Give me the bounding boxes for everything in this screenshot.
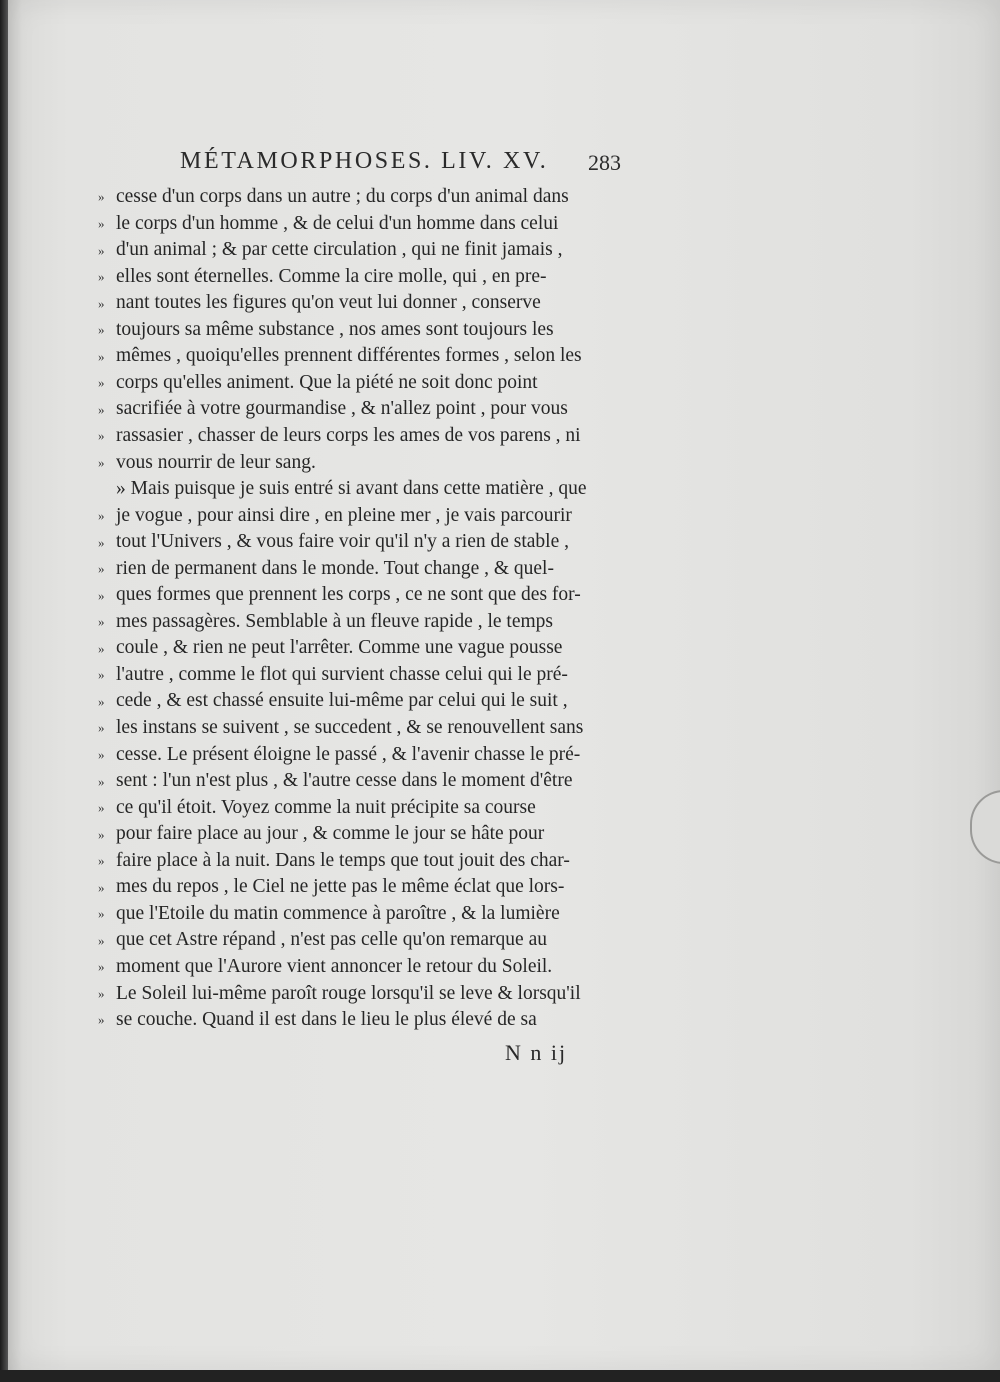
text-line: [92, 689, 568, 713]
text-line: [92, 663, 568, 687]
line-text: l'autre , comme le flot qui survient chasse celui qui le pré-: [116, 663, 568, 685]
text-line: [92, 397, 568, 421]
line-text: tout l'Univers , & vous faire voir qu'il n'y a rien de stable ,: [116, 531, 569, 553]
line-text: mes passagères. Semblable à un fleuve rapide , le temps: [116, 610, 553, 632]
line-text: mêmes , quoiqu'elles prennent différentes formes , selon les: [116, 345, 582, 367]
text-line: [92, 291, 541, 315]
line-text: mes du repos , le Ciel ne jette pas le même éclat que lors-: [116, 876, 565, 898]
line-text: se couche. Quand il est dans le lieu le plus élevé de sa: [116, 1009, 537, 1031]
text-line: [92, 769, 573, 793]
page-bottom-edge: [0, 1370, 1000, 1382]
text-line: [92, 477, 587, 501]
line-text: que l'Etoile du matin commence à paroître , & la lumière: [116, 902, 560, 924]
text-line: [92, 212, 558, 236]
text-line: [92, 318, 554, 342]
quote-mark: »: [98, 773, 105, 789]
quote-mark: »: [98, 534, 105, 550]
quote-mark: »: [98, 454, 105, 470]
quote-mark: »: [98, 720, 105, 736]
text-line: [92, 716, 583, 740]
line-text: Le Soleil lui-même paroît rouge lorsqu'il se leve & lorsqu'il: [116, 982, 581, 1004]
line-text: coule , & rien ne peut l'arrêter. Comme une vague pousse: [116, 637, 563, 659]
line-text: moment que l'Aurore vient annoncer le retour du Soleil.: [116, 955, 553, 977]
quote-mark: »: [98, 667, 105, 683]
line-text: d'un animal ; & par cette circulation , qui ne finit jamais ,: [116, 239, 563, 261]
quote-mark: »: [98, 746, 105, 762]
text-line: [92, 796, 536, 820]
text-line: [92, 371, 538, 395]
quote-mark: »: [98, 614, 105, 630]
text-line: [92, 530, 569, 554]
quote-mark: »: [98, 826, 105, 842]
text-line: [92, 238, 562, 262]
quote-mark: »: [98, 693, 105, 709]
signature-mark: N n ij: [505, 1040, 568, 1065]
quote-mark: »: [98, 959, 105, 975]
text-line: [92, 610, 553, 634]
quote-mark: »: [98, 375, 105, 391]
quote-mark: »: [98, 348, 105, 364]
text-line: [92, 743, 580, 767]
text-line: [92, 451, 316, 475]
text-line: [92, 849, 570, 873]
text-line: [92, 557, 554, 581]
text-line: [92, 955, 552, 979]
text-line: [92, 822, 544, 846]
line-text: vous nourrir de leur sang.: [116, 451, 316, 473]
quote-mark: »: [98, 295, 105, 311]
quote-mark: »: [98, 269, 105, 285]
line-text: je vogue , pour ainsi dire , en pleine mer , je vais parcourir: [116, 504, 572, 526]
line-text: cede , & est chassé ensuite lui-même par celui qui le suit ,: [116, 690, 568, 712]
line-text: rien de permanent dans le monde. Tout change , & quel-: [116, 557, 554, 579]
quote-mark: »: [98, 428, 105, 444]
line-text: corps qu'elles animent. Que la piété ne soit donc point: [116, 371, 538, 393]
quote-mark: »: [98, 640, 105, 656]
running-header: [180, 148, 660, 184]
line-text: ques formes que prennent les corps , ce ne sont que des for-: [116, 584, 581, 606]
text-line: [92, 875, 564, 899]
quote-mark: »: [98, 215, 105, 231]
binding-edge: [0, 0, 8, 1382]
line-text: ce qu'il étoit. Voyez comme la nuit précipite sa course: [116, 796, 536, 818]
quote-mark: »: [98, 932, 105, 948]
text-line: [92, 636, 562, 660]
line-text: elles sont éternelles. Comme la cire molle, qui , en pre-: [116, 265, 547, 287]
quote-mark: »: [98, 879, 105, 895]
quote-mark: »: [98, 561, 105, 577]
line-text: » Mais puisque je suis entré si avant dans cette matière , que: [116, 478, 587, 500]
line-text: cesse. Le présent éloigne le passé , & l'avenir chasse le pré-: [116, 743, 581, 765]
text-line: [92, 902, 560, 926]
quote-mark: »: [98, 800, 105, 816]
page-number: 283: [588, 150, 621, 175]
text-line: [92, 982, 581, 1006]
quote-mark: »: [98, 508, 105, 524]
line-text: que cet Astre répand , n'est pas celle qu'on remarque au: [116, 929, 547, 951]
quote-mark: »: [98, 1012, 105, 1028]
quote-mark: »: [98, 189, 105, 205]
line-text: faire place à la nuit. Dans le temps que tout jouit des char-: [116, 849, 570, 871]
text-line: [92, 185, 569, 209]
line-text: sacrifiée à votre gourmandise , & n'allez point , pour vous: [116, 398, 568, 420]
running-title: MÉTAMORPHOSES. LIV. XV.: [180, 148, 549, 174]
line-text: toujours sa même substance , nos ames sont toujours les: [116, 318, 554, 340]
text-line: [92, 265, 547, 289]
text-line: [92, 1008, 537, 1032]
quote-mark: »: [98, 322, 105, 338]
line-text: les instans se suivent , se succedent , & se renouvellent sans: [116, 717, 584, 738]
line-text: pour faire place au jour , & comme le jour se hâte pour: [116, 823, 545, 845]
text-line: [92, 928, 547, 952]
quote-mark: »: [98, 985, 105, 1001]
line-text: sent : l'un n'est plus , & l'autre cesse dans le moment d'être: [116, 770, 573, 792]
quote-mark: »: [98, 906, 105, 922]
text-line: [92, 424, 581, 448]
quote-mark: »: [98, 401, 105, 417]
line-text: nant toutes les figures qu'on veut lui donner , conserve: [116, 292, 541, 314]
quote-mark: »: [98, 853, 105, 869]
quote-mark: »: [98, 587, 105, 603]
line-text: le corps d'un homme , & de celui d'un homme dans celui: [116, 212, 559, 234]
page-tab-marker: [970, 790, 1000, 864]
line-text: rassasier , chasser de leurs corps les ames de vos parens , ni: [116, 424, 581, 446]
text-line: [92, 344, 582, 368]
text-line: [92, 504, 572, 528]
quote-mark: »: [98, 242, 105, 258]
text-line: [92, 583, 581, 607]
line-text: cesse d'un corps dans un autre ; du corps d'un animal dans: [116, 186, 569, 207]
